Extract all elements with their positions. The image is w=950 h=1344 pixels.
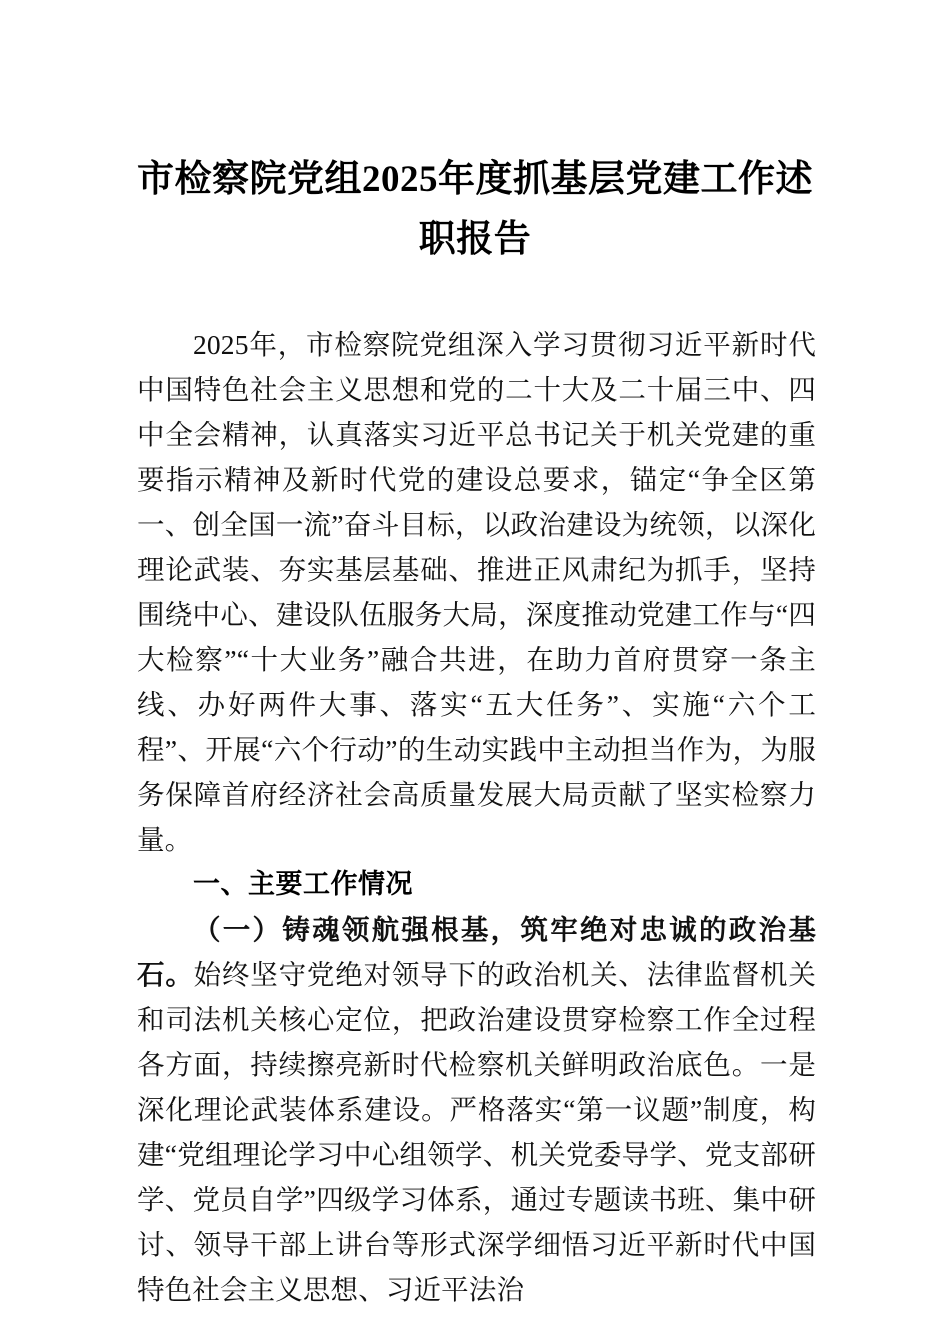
document-body xyxy=(137,322,816,1312)
paragraph-intro: 2025年，市检察院党组深入学习贯彻习近平新时代中国特色社会主义思想和党的二十大及二十届三中、四中全会精神，认真落实习近平总书记关于机关党建的重要指示精神及新时代党的建设总要求，锚定“争全区第一、创全国一流”奋斗目标，以政治建设为统领，以深化理论武装、夯实基层基础、推进正风肃纪为抓手，坚持围绕中心、建设队伍服务大局，深度推动党建工作与“四大检察”“十大业务”融合共进，在助力首府贯穿一条主线、办好两件大事、落实“五大任务”、实施“六个工程”、开展“六个行动”的生动实践中主动担当作为，为服务保障首府经济社会高质量发展大局贡献了坚实检察力量。 xyxy=(137,329,816,855)
document-title xyxy=(130,150,820,270)
paragraph-bold-lead: （一）铸魂领航强根基，筑牢绝对忠诚的政治基石。 xyxy=(137,914,816,990)
section-heading-main-work: 一、主要工作情况 xyxy=(193,869,413,899)
paragraph-body-text: 始终坚守党绝对领导下的政治机关、法律监督机关和司法机关核心定位，把政治建设贯穿检察工作全过程各方面，持续擦亮新时代检察机关鲜明政治底色。一是深化理论武装体系建设。严格落实“第一议题”制度，构建“党组理论学习中心组领学、机关党委导学、党支部研学、党员自学”四级学习体系，通过专题读书班、集中研讨、领导干部上讲台等形式深学细悟习近平新时代中国特色社会主义思想、习近平法治 xyxy=(137,959,816,1305)
paragraph-section-1-1 xyxy=(137,907,816,1312)
document-title-line-2: 职报告 xyxy=(418,219,532,260)
document-title-line-1: 市检察院党组2025年度抓基层党建工作述 xyxy=(137,159,813,200)
